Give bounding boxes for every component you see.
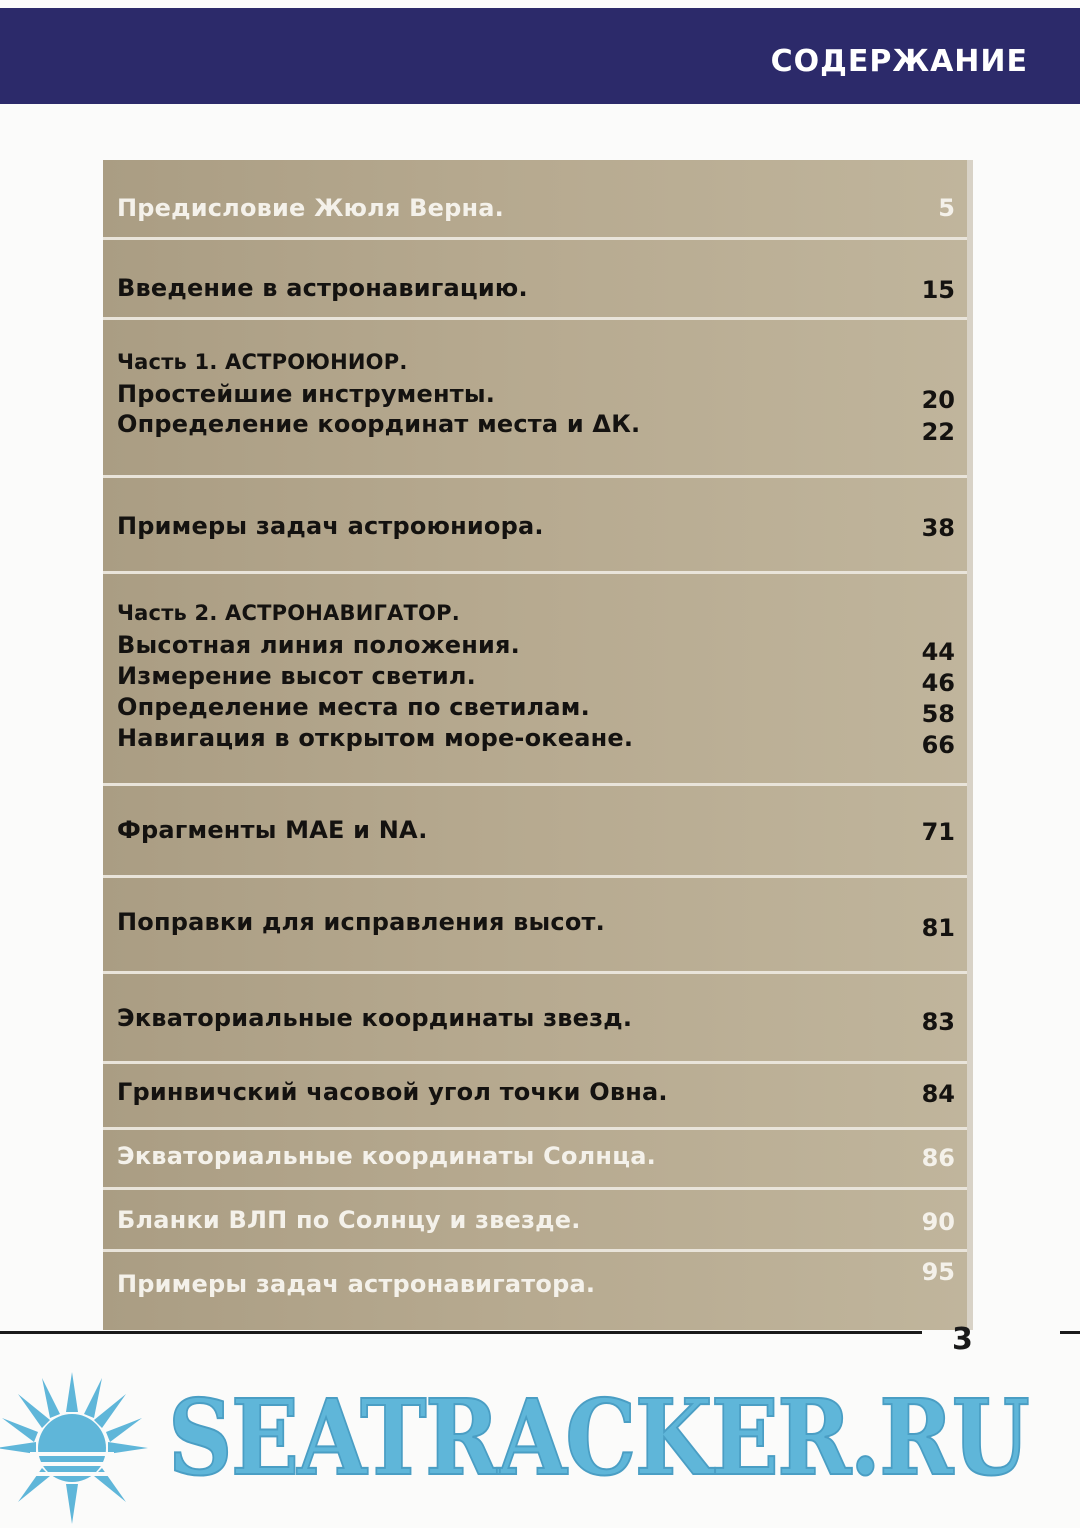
toc-page-number: 71 <box>921 818 955 846</box>
toc-part-title: Часть 1. АСТРОЮНИОР. <box>117 350 408 374</box>
toc-page-number: 46 <box>921 669 955 697</box>
toc-section-corrections <box>103 878 967 974</box>
toc-entry[interactable]: Определение координат места и ΔК. <box>117 410 641 438</box>
sun-icon <box>0 1372 148 1524</box>
toc-page-number: 81 <box>921 914 955 942</box>
toc-section-part1 <box>103 320 967 478</box>
toc-entry[interactable]: Измерение высот светил. <box>117 662 476 690</box>
toc-page-number: 66 <box>921 731 955 759</box>
toc-page-number: 20 <box>921 386 955 414</box>
toc-page-number: 5 <box>938 194 955 222</box>
toc-page-number: 22 <box>921 418 955 446</box>
toc-entry[interactable]: Фрагменты МАЕ и NA. <box>117 816 428 844</box>
toc-section-preface <box>103 160 967 240</box>
toc-entry[interactable]: Экваториальные координаты звезд. <box>117 1004 633 1032</box>
toc-entry[interactable]: Введение в астронавигацию. <box>117 274 528 302</box>
watermark-text: SEATRACKER.RU <box>168 1376 1029 1499</box>
toc-entry[interactable]: Примеры задач астроюниора. <box>117 512 544 540</box>
footer-rule <box>1060 1331 1080 1334</box>
toc-page-number: 44 <box>921 638 955 666</box>
toc-page-number: 58 <box>921 700 955 728</box>
toc-entry[interactable]: Навигация в открытом море-океане. <box>117 724 634 752</box>
toc-section-junior-examples <box>103 478 967 574</box>
page-number: 3 <box>952 1322 973 1357</box>
toc-section-aries-angle <box>103 1064 967 1130</box>
page-title: СОДЕРЖАНИЕ <box>770 44 1028 79</box>
toc-section-sun-coordinates <box>103 1130 967 1190</box>
toc-entry[interactable]: Поправки для исправления высот. <box>117 908 605 936</box>
toc-section-navigator-examples <box>103 1252 967 1330</box>
toc-entry[interactable]: Гринвичский часовой угол точки Овна. <box>117 1078 668 1106</box>
toc-section-star-coordinates <box>103 974 967 1064</box>
toc-entry[interactable]: Высотная линия положения. <box>117 631 520 659</box>
toc-entry[interactable]: Примеры задач астронавигатора. <box>117 1270 596 1298</box>
toc-section-forms <box>103 1190 967 1252</box>
footer-rule <box>0 1331 922 1334</box>
toc-entry[interactable]: Простейшие инструменты. <box>117 380 496 408</box>
toc-page-number: 15 <box>921 276 955 304</box>
toc-page-number: 84 <box>921 1080 955 1108</box>
toc-page-number: 86 <box>921 1144 955 1172</box>
toc-page-number: 83 <box>921 1008 955 1036</box>
toc-entry[interactable]: Определение места по светилам. <box>117 693 590 721</box>
toc-section-part2 <box>103 574 967 786</box>
toc-page-number: 95 <box>921 1258 955 1286</box>
toc-entry[interactable]: Предисловие Жюля Верна. <box>117 194 504 222</box>
toc-section-intro <box>103 240 967 320</box>
toc-entry[interactable]: Экваториальные координаты Солнца. <box>117 1142 656 1170</box>
toc-entry[interactable]: Бланки ВЛП по Солнцу и звезде. <box>117 1206 581 1234</box>
toc-page-number: 38 <box>921 514 955 542</box>
toc-page-number: 90 <box>921 1208 955 1236</box>
toc-part-title: Часть 2. АСТРОНАВИГАТОР. <box>117 601 460 625</box>
table-of-contents <box>103 160 967 1330</box>
toc-section-fragments <box>103 786 967 878</box>
